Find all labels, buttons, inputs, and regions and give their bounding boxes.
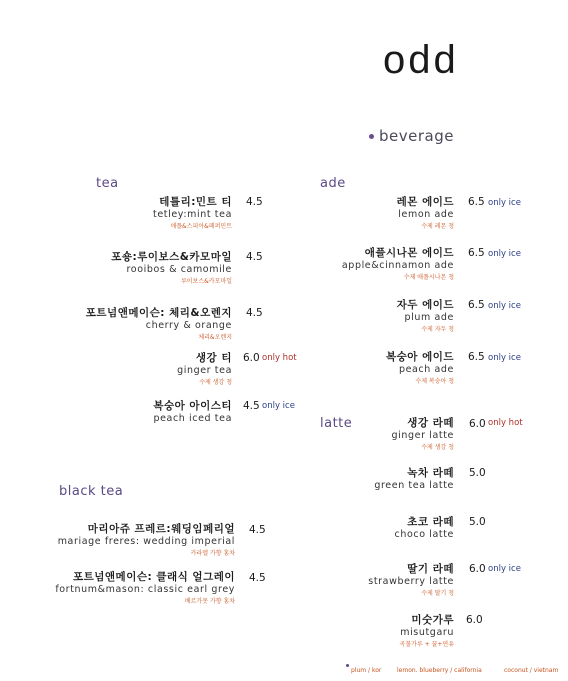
item-ingredients: 곡물가루 + 꿀+연유 bbox=[399, 641, 454, 648]
item-note-only-ice: only ice bbox=[262, 401, 295, 411]
menu-item-classic-earl-grey bbox=[55, 571, 235, 606]
item-name-eng: rooibos & camomile bbox=[126, 264, 232, 275]
item-ingredients: 애플&스피아&페퍼민트 bbox=[170, 223, 232, 230]
item-name-kor: 생강 티 bbox=[195, 352, 232, 364]
item-price: 6.0 bbox=[469, 418, 486, 430]
menu-item-green-tea-latte bbox=[374, 467, 454, 492]
section-heading-latte: latte bbox=[320, 416, 353, 431]
item-name-kor: 포숑:루이보스&카모마일 bbox=[111, 251, 232, 263]
item-price: 4.5 bbox=[249, 572, 266, 584]
item-ingredients: 수제 생강 청 bbox=[199, 379, 232, 386]
item-ingredients: 수제 레몬 청 bbox=[421, 223, 454, 230]
menu-item-peach-ade bbox=[386, 351, 454, 386]
item-name-eng: tetley:mint tea bbox=[153, 209, 232, 220]
item-note-only-ice: only ice bbox=[488, 198, 521, 208]
item-ingredients: 수제 자두 청 bbox=[421, 326, 454, 333]
category-title bbox=[369, 127, 454, 145]
item-name-eng: fortnum&mason: classic earl grey bbox=[55, 584, 235, 595]
item-name-eng: misutgaru bbox=[400, 627, 454, 638]
item-ingredients: 수제 복숭아 청 bbox=[415, 378, 454, 385]
item-name-kor: 테틀리:민트 티 bbox=[159, 196, 232, 208]
item-price: 5.0 bbox=[469, 516, 486, 528]
item-price: 6.5 bbox=[468, 196, 485, 208]
footer-origin-coconut: coconut / vietnam bbox=[504, 667, 559, 674]
item-name-kor: 복숭아 아이스티 bbox=[153, 400, 232, 412]
menu-item-misutgaru bbox=[400, 614, 454, 649]
item-name-kor: 자두 에이드 bbox=[396, 299, 454, 311]
item-price: 4.5 bbox=[246, 307, 263, 319]
menu-item-choco-latte bbox=[395, 516, 454, 541]
footer-dot-icon bbox=[346, 664, 349, 667]
menu-item-rooibos-camomile bbox=[111, 251, 232, 286]
item-name-eng: peach iced tea bbox=[153, 413, 232, 424]
item-ingredients: 수제 딸기 청 bbox=[421, 590, 454, 597]
item-name-kor: 레몬 에이드 bbox=[396, 196, 454, 208]
item-name-kor: 딸기 라떼 bbox=[407, 563, 454, 575]
item-ingredients: 수제 애플시나몬 청 bbox=[403, 274, 454, 281]
item-price: 6.5 bbox=[468, 299, 485, 311]
item-name-kor: 생강 라떼 bbox=[407, 417, 454, 429]
item-note-only-ice: only ice bbox=[488, 353, 521, 363]
footer-origin-lemon-blueberry: lemon. blueberry / california bbox=[397, 667, 482, 674]
item-price: 4.5 bbox=[243, 400, 260, 412]
item-name-kor: 복숭아 에이드 bbox=[385, 351, 454, 363]
item-name-eng: cherry & orange bbox=[145, 320, 232, 331]
item-name-eng: mariage freres: wedding imperial bbox=[57, 536, 235, 547]
menu-item-mint-tea bbox=[153, 196, 232, 231]
menu-item-apple-cinnamon-ade bbox=[342, 247, 454, 282]
item-name-eng: peach ade bbox=[398, 364, 454, 375]
menu-item-wedding-imperial bbox=[58, 523, 235, 558]
brand-logo: odd bbox=[383, 38, 459, 82]
item-name-eng: green tea latte bbox=[374, 480, 454, 491]
item-name-eng: choco latte bbox=[394, 529, 454, 540]
section-heading-tea: tea bbox=[96, 176, 119, 191]
item-note-only-ice: only ice bbox=[488, 564, 521, 574]
section-heading-black-tea: black tea bbox=[59, 484, 124, 499]
item-note-only-hot: only hot bbox=[262, 353, 297, 363]
item-name-eng: plum ade bbox=[404, 312, 454, 323]
item-name-kor: 녹차 라떼 bbox=[407, 467, 454, 479]
item-name-kor: 애플시나몬 에이드 bbox=[364, 247, 454, 259]
item-name-kor: 초코 라떼 bbox=[407, 516, 454, 528]
item-name-eng: apple&cinnamon ade bbox=[341, 260, 454, 271]
menu-item-cherry-orange bbox=[86, 307, 232, 342]
item-price: 5.0 bbox=[469, 467, 486, 479]
item-price: 4.5 bbox=[246, 196, 263, 208]
item-name-kor: 포트넘앤메이슨: 클래식 얼그레이 bbox=[72, 571, 235, 583]
menu-item-plum-ade bbox=[397, 299, 454, 334]
item-price: 6.0 bbox=[469, 563, 486, 575]
menu-item-lemon-ade bbox=[397, 196, 454, 231]
item-note-only-hot: only hot bbox=[488, 418, 523, 428]
item-ingredients: 수제 생강 청 bbox=[421, 444, 454, 451]
item-note-only-ice: only ice bbox=[488, 249, 521, 259]
menu-item-peach-iced-tea bbox=[153, 400, 232, 425]
item-price: 6.5 bbox=[468, 351, 485, 363]
item-ingredients: 체리&오렌지 bbox=[198, 334, 232, 341]
item-name-kor: 포트넘앤메이슨: 체리&오렌지 bbox=[85, 307, 232, 319]
item-name-kor: 마리아쥬 프레르:웨딩임페리얼 bbox=[87, 523, 235, 535]
category-label: beverage bbox=[379, 127, 454, 145]
item-ingredients: 루이보스&카모마일 bbox=[180, 278, 232, 285]
footer-origin-plum: plum / kor bbox=[351, 667, 382, 674]
item-name-eng: strawberry latte bbox=[368, 576, 454, 587]
item-ingredients: 카라멜 가향 홍차 bbox=[190, 550, 235, 557]
item-name-eng: lemon ade bbox=[398, 209, 454, 220]
item-price: 6.0 bbox=[243, 352, 260, 364]
item-price: 6.0 bbox=[466, 614, 483, 626]
menu-item-ginger-tea bbox=[177, 352, 232, 387]
item-name-kor: 미숫가루 bbox=[411, 614, 454, 626]
item-ingredients: 베르가못 가향 홍차 bbox=[184, 598, 235, 605]
item-note-only-ice: only ice bbox=[488, 301, 521, 311]
menu-item-strawberry-latte bbox=[368, 563, 454, 598]
section-heading-ade: ade bbox=[320, 176, 346, 191]
item-name-eng: ginger tea bbox=[177, 365, 232, 376]
item-price: 6.5 bbox=[468, 247, 485, 259]
item-price: 4.5 bbox=[249, 524, 266, 536]
item-name-eng: ginger latte bbox=[391, 430, 454, 441]
item-price: 4.5 bbox=[246, 251, 263, 263]
menu-item-ginger-latte bbox=[392, 417, 454, 452]
bullet-dot-icon bbox=[369, 134, 374, 139]
